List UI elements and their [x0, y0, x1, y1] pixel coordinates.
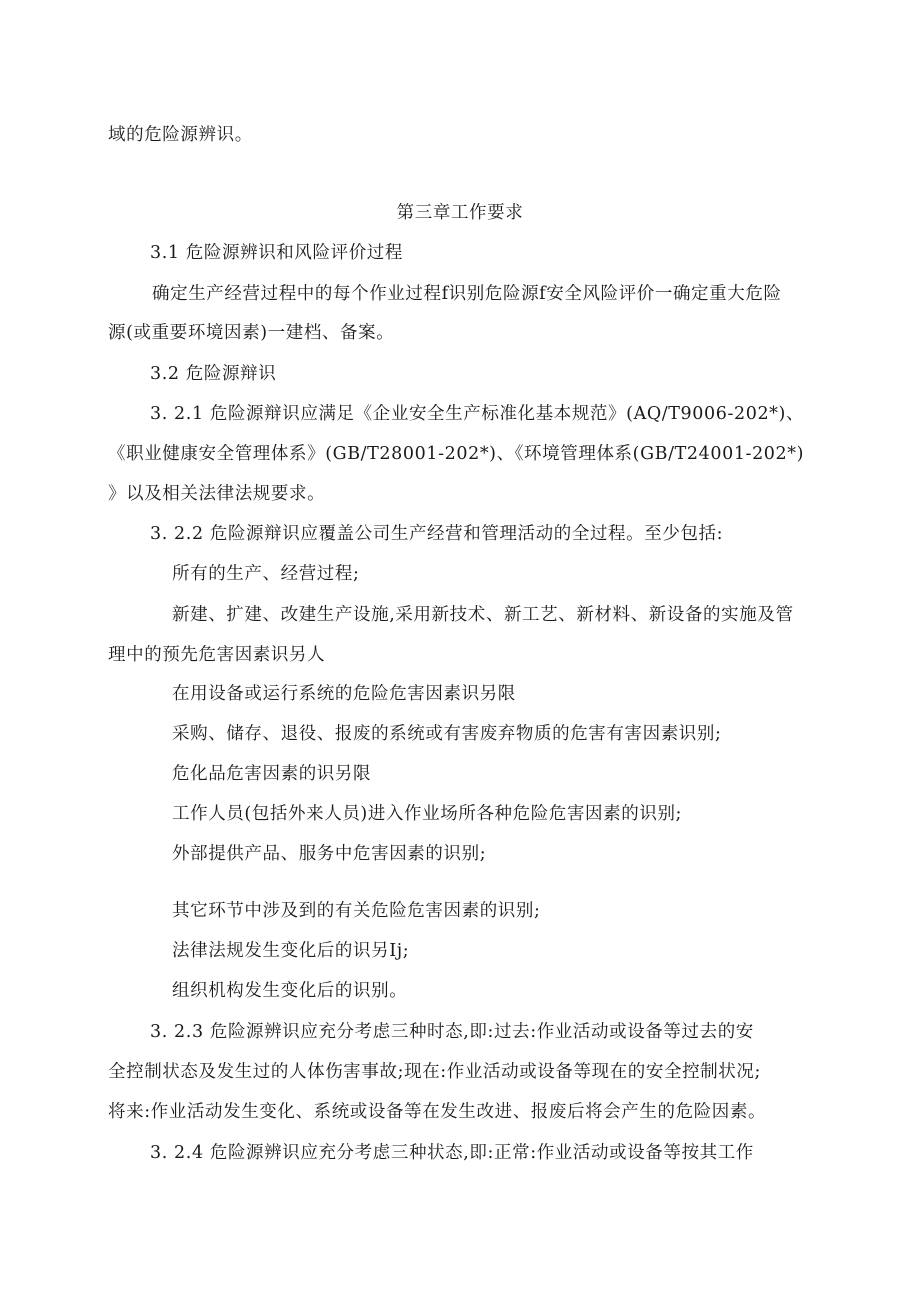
list-item: 工作人员(包括外来人员)进入作业场所各种危险危害因素的识别;: [172, 804, 683, 824]
list-item: 组织机构发生变化后的识别。: [172, 981, 408, 1001]
section-3-1-text-line: 源(或重要环境因素)一建档、备案。: [108, 323, 395, 343]
carry-over-text: 域的危险源辨识。: [108, 125, 253, 145]
section-3-2-1-text-line: 《职业健康安全管理体系》(GB/T28001-202*)、《环境管理体系(GB/T24001-202*): [108, 444, 805, 464]
list-item: 在用设备或运行系统的危险危害因素识另限: [172, 684, 516, 704]
list-item: 法律法规发生变化后的识另Ij;: [172, 941, 410, 961]
list-item: 外部提供产品、服务中危害因素的识别;: [172, 844, 487, 864]
section-3-2-3-text-line: 3. 2.3 危险源辨识应充分考虑三种时态,即:过去:作业活动或设备等过去的安: [150, 1022, 754, 1042]
section-3-2-heading: 3.2 危险源辩识: [150, 364, 277, 384]
chapter-title: 第三章工作要求: [396, 203, 524, 223]
section-3-2-3-text-line: 将来:作业活动发生变化、系统或设备等在发生改进、报废后将会产生的危险因素。: [108, 1102, 767, 1122]
section-3-1-text-line: 确定生产经营过程中的每个作业过程f识别危险源f安全风险评价一确定重大危险: [152, 284, 782, 304]
list-item: 其它环节中涉及到的有关危险危害因素的识别;: [172, 901, 541, 921]
section-3-1-heading: 3.1 危险源辨识和风险评价过程: [150, 243, 403, 263]
section-3-2-3-text-line: 全控制状态及发生过的人体伤害事故;现在:作业活动或设备等现在的安全控制状况;: [108, 1062, 761, 1082]
section-3-2-2-text-line: 3. 2.2 危险源辩识应覆盖公司生产经营和管理活动的全过程。至少包括:: [150, 524, 724, 544]
list-item: 所有的生产、经营过程;: [172, 564, 360, 584]
list-item: 新建、扩建、改建生产设施,采用新技术、新工艺、新材料、新设备的实施及管: [172, 605, 794, 625]
list-item: 采购、储存、退役、报废的系统或有害废弃物质的危害有害因素识别;: [172, 724, 722, 744]
section-3-2-1-text-line: 》以及相关法律法规要求。: [108, 484, 326, 504]
list-item: 危化品危害因素的识另限: [172, 764, 372, 784]
list-item-continuation: 理中的预先危害因素识另人: [108, 645, 326, 665]
section-3-2-1-text-line: 3. 2.1 危险源辩识应满足《企业安全生产标准化基本规范》(AQ/T9006-202*)、: [150, 404, 805, 424]
section-3-2-4-text-line: 3. 2.4 危险源辨识应充分考虑三种状态,即:正常:作业活动或设备等按其工作: [150, 1143, 754, 1163]
